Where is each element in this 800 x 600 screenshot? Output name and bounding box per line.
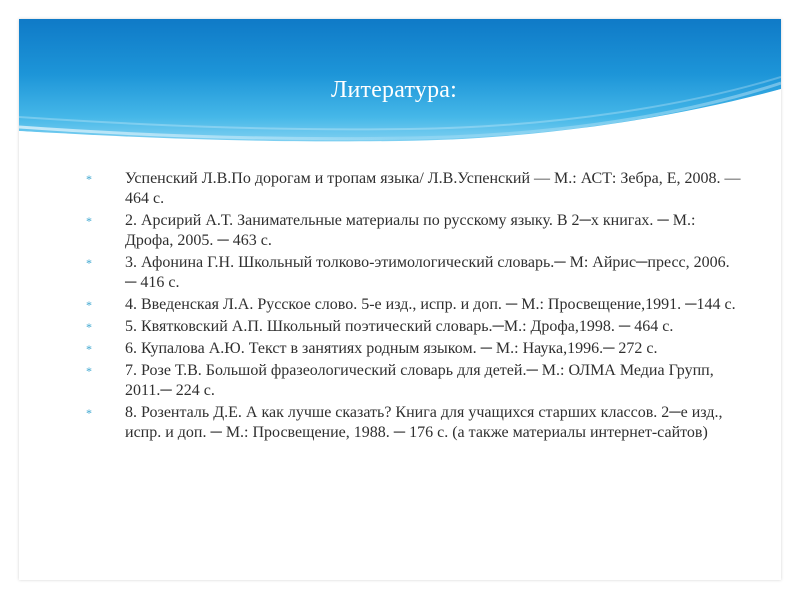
list-item-text: 5. Квятковский А.П. Школьный поэтический словарь.─М.: Дрофа,1998. ─ 464 с.: [125, 318, 674, 335]
list-item: [81, 211, 741, 251]
asterisk-bullet-icon: *: [86, 256, 92, 270]
list-item: [81, 253, 741, 293]
asterisk-bullet-icon: *: [86, 172, 92, 186]
list-item: [81, 295, 741, 315]
bibliography-list: [81, 169, 741, 445]
asterisk-bullet-icon: *: [86, 320, 92, 334]
list-item: [81, 317, 741, 337]
asterisk-bullet-icon: *: [86, 298, 92, 312]
list-item-text: 4. Введенская Л.А. Русское слово. 5-е изд., испр. и доп. ─ М.: Просвещение,1991. ─144 с.: [125, 296, 736, 313]
list-item: [81, 169, 741, 209]
list-item-text: 2. Арсирий А.Т. Занимательные материалы по русскому языку. В 2─х книгах. ─ М.: Дрофа, 2005. ─ 463 с.: [125, 212, 696, 249]
list-item-text: 7. Розе Т.В. Большой фразеологический словарь для детей.─ М.: ОЛМА Медиа Групп, 2011.─ 224 с.: [125, 362, 714, 399]
asterisk-bullet-icon: *: [86, 214, 92, 228]
list-item-text: Успенский Л.В.По дорогам и тропам языка/ Л.В.Успенский — М.: АСТ: Зебра, Е, 2008. — 464 с.: [125, 170, 741, 207]
list-item-text: 3. Афонина Г.Н. Школьный толково-этимологический словарь.─ М: Айрис─пресс, 2006. ─ 416 с.: [125, 254, 730, 291]
slide-frame: [19, 19, 781, 580]
list-item: [81, 403, 741, 443]
header-band: [19, 19, 781, 169]
asterisk-bullet-icon: *: [86, 342, 92, 356]
asterisk-bullet-icon: *: [86, 364, 92, 378]
list-item-text: 8. Розенталь Д.Е. А как лучше сказать? Книга для учащихся старших классов. 2─е изд., испр. и доп. ─ М.: Просвещение, 1988. ─ 176 с. (а также материалы интернет-сайтов): [125, 404, 723, 441]
list-item: [81, 361, 741, 401]
slide-title: Литература:: [331, 77, 457, 103]
list-item-text: 6. Купалова А.Ю. Текст в занятиях родным языком. ─ М.: Наука,1996.─ 272 с.: [125, 340, 658, 357]
list-item: [81, 339, 741, 359]
asterisk-bullet-icon: *: [86, 406, 92, 420]
